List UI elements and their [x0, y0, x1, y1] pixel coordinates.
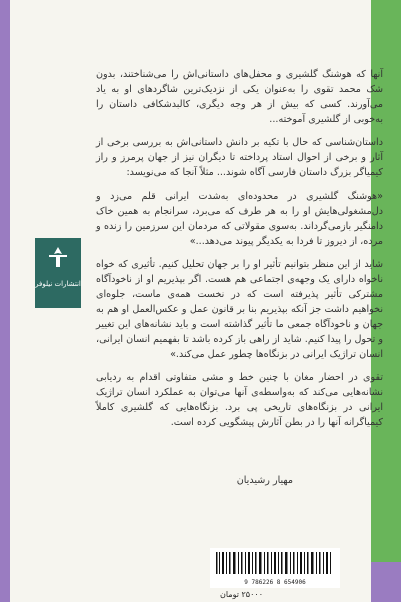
publisher-logo-box: [35, 238, 81, 308]
blurb-text: [96, 68, 383, 542]
author-signature: مهیار رشیدیان: [236, 475, 293, 486]
left-purple-band: [0, 0, 10, 602]
barcode-bars-icon: [216, 552, 334, 574]
paragraph-4: شاید از این منظر بتوانیم تأثیر او را بر جهان تحلیل کنیم. تأثیری که خواه ناخواه دارای یک وجهه‌ی اجتماعی هم هست. اگر بپذیریم او از ناخودآگاه مشترکی تأثیر پذیرفته است که در نخست همه‌ی ماست، جلوه‌ای نخواهیم داشت جز آنکه بپذیریم بنا بر قانون عمل و عکس‌العمل او هم به جهان و ناخودآگاه جمعی ما تأثیر گذاشته است و باید نشانه‌های این تغییر و تحول را پیدا کنیم. شاید از راهی باز کرده باشد تا بفهمیم انسان ایرانی، انسان تراژیک ایرانی در بزنگاه‌ها چطور عمل می‌کند.»: [96, 259, 383, 360]
price-label: ۲۵۰۰۰ تومان: [220, 590, 263, 599]
paragraph-1: آنها که هوشنگ گلشیری و محفل‌های داستانی‌اش را می‌شناختند، بدون شک محمد تقوی را به‌عنوان یکی از نزدیک‌ترین شاگردهای او به یاد می‌آورند. کسی که بیش از هر وجه دیگری، کالبدشکافی داستان را به‌خوبی از گلشیری آموخته...: [96, 69, 383, 125]
isbn-number: 9 786226 8 654906: [244, 579, 306, 586]
barcode: [210, 548, 340, 588]
quote-paragraph: «هوشنگ گلشیری در محدوده‌ای به‌شدت ایرانی قلم می‌زد و دل‌مشغولی‌هایش او را به هر طرف که می‌برد، سرانجام به همین خاک دامنگیر بازمی‌گرداند. به‌سوی مقولاتی که مردمان این سرزمین را زنده و مرده، از دیروز تا فردا به یکدیگر پیوند می‌دهد...»: [96, 191, 383, 247]
lotus-logo-icon: [45, 244, 71, 270]
paragraph-5: تقوی در احضار مغان با چنین خط و مشی متفاوتی اقدام به ردیابی نشانه‌هایی می‌کند که به‌واسطه‌ی آنها می‌توان به عملکرد انسان تراژیک ایرانی در بزنگاه‌های تاریخی پی برد. بزنگاه‌هایی که گلشیری کاملاً کیمیاگرانه آنها را در بطن آثارش پیشگویی کرده است.: [96, 372, 383, 429]
paragraph-2: داستان‌شناسی که حال با تکیه بر دانش داستانی‌اش به بررسی برخی از آثار و برخی از احوال استاد پرداخته تا دیگران نیز از جهان پرمرز و راز کیمیاگر بزرگ داستان فارسی آگاه شوند... مثلاً آنجا که می‌نویسد:: [96, 137, 383, 179]
publisher-name: انتشارات نیلوفر: [35, 280, 81, 288]
purple-corner: [371, 562, 401, 602]
